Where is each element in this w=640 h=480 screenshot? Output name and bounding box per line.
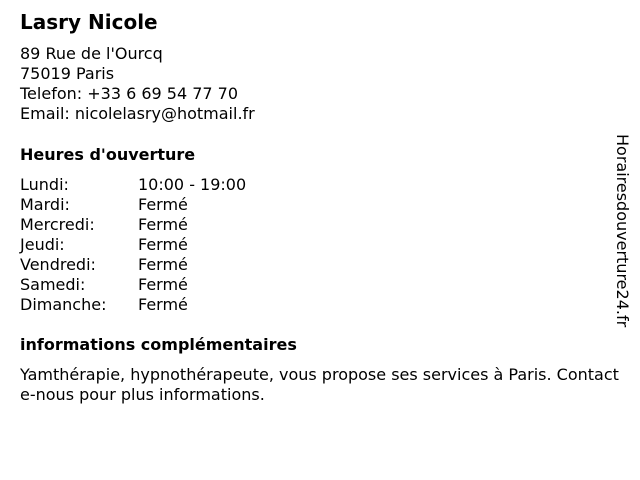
day-label: Lundi: [20, 175, 69, 194]
day-hours: Fermé [138, 295, 188, 314]
day-label: Mercredi: [20, 215, 95, 234]
business-name: Lasry Nicole [20, 10, 158, 34]
day-label: Mardi: [20, 195, 70, 214]
day-label: Vendredi: [20, 255, 96, 274]
day-hours: Fermé [138, 235, 188, 254]
day-label: Jeudi: [20, 235, 65, 254]
day-label: Samedi: [20, 275, 86, 294]
day-hours: 10:00 - 19:00 [138, 175, 247, 194]
day-hours: Fermé [138, 195, 188, 214]
business-description: Yamthérapie, hypnothérapeute, vous propose ses services à Paris. Contacte-nous pour plus informations. [20, 365, 619, 404]
day-hours: Fermé [138, 255, 188, 274]
day-hours: Fermé [138, 275, 188, 294]
day-hours: Fermé [138, 215, 188, 234]
phone-number: Telefon: +33 6 69 54 77 70 [20, 84, 239, 103]
email-address: Email: nicolelasry@hotmail.fr [20, 104, 255, 123]
site-watermark: Horairesdouverture24.fr [613, 134, 632, 328]
additional-info-heading: informations complémentaires [20, 335, 297, 354]
opening-hours-heading: Heures d'ouverture [20, 145, 196, 164]
address-city: 75019 Paris [20, 64, 115, 83]
address-street: 89 Rue de l'Ourcq [20, 44, 163, 63]
day-label: Dimanche: [20, 295, 107, 314]
contact-block [20, 44, 255, 124]
